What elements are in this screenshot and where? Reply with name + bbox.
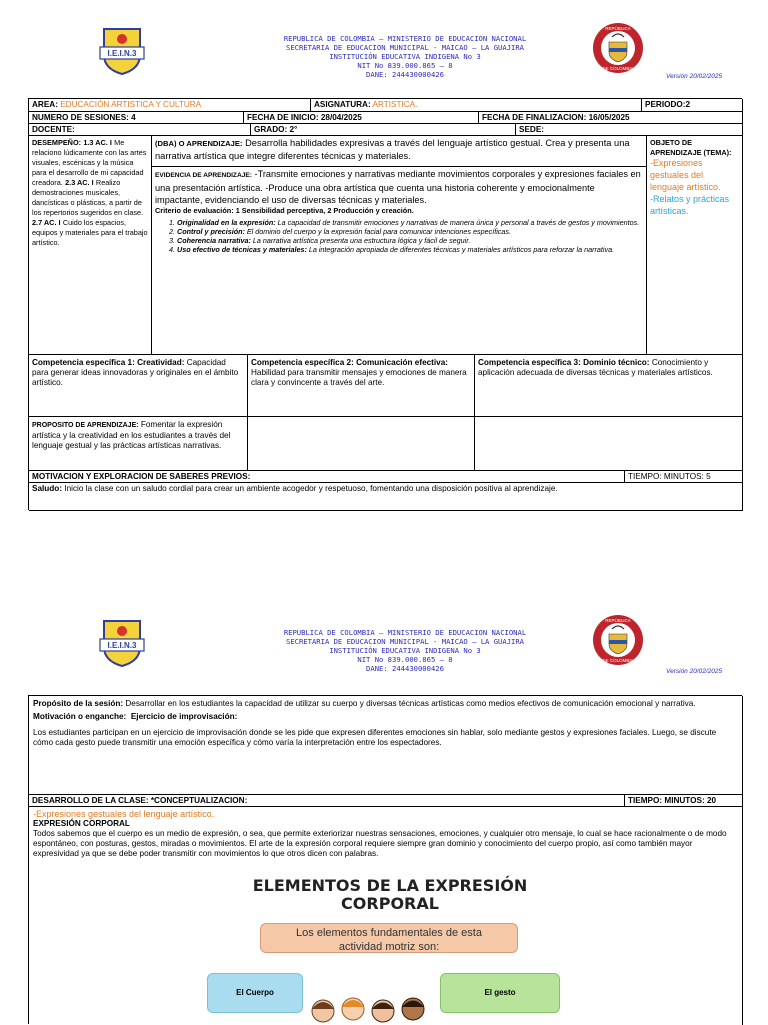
sede-cell: SEDE: [516,124,743,136]
fecha-inicio-cell: FECHA DE INICIO: 28/04/2025 [244,112,479,124]
criterio-title: Coherencia narrativa: [177,235,251,245]
school-logo-icon [96,25,148,75]
sesiones-cell: NUMERO DE SESIONES: 4 [29,112,244,124]
criterio-desc: La capacidad de transmitir emociones y narrativas de manera única y personal a través de gestos y movimientos. [277,217,640,227]
competencia-label: Competencia específica 2: Comunicación efectiva: [251,358,449,367]
infographic-title: CORPORAL [341,894,439,913]
subtitle: EXPRESIÓN CORPORAL [33,819,130,828]
competencia-text: Habilidad para transmitir mensajes y emociones de manera clara y convincente a través del arte. [251,368,467,387]
desempeno-cell [29,136,152,355]
proposito-cell [29,417,248,471]
tema-title: -Expresiones gestuales del lenguaje artístico. [33,809,215,819]
paragraph: Todos sabemos que el cuerpo es un medio de expresión, o sea, que permite exteriorizar nuestras sensaciones, emociones, y cualquier otro mensaje, lo cual se hace racionalmente o de modo espontáneo, con posturas, gestos, miradas o movimientos. El arte de la expresión corporal requiere siempre gran dominio y conocimiento del cuerpo propio, así como también mayor expresividad ya que se debe poder transmitir con movimientos lo que otros dicen con palabras. [33,829,727,858]
desempeno-code: 2.3 AC. I [65,178,94,187]
infographic-left-label: El Cuerpo [236,988,274,997]
infographic-right-label: El gesto [484,988,516,997]
desempeno-text: Me relaciono lúdicamente con las artes visuales, escénicas y la música para el desarrollo de mi capacidad creadora. [32,138,147,187]
fecha-fin-cell: FECHA DE FINALIZACION: 16/05/2025 [479,112,743,124]
lesson-plan-table [28,98,742,510]
criterio-title: Originalidad en la expresión: [177,217,276,227]
saludo-label: Saludo: [32,484,63,493]
school-logo-icon [96,617,148,667]
competencia-text: Conocimiento y aplicación adecuada de diversas técnicas y materiales artísticos. [478,358,713,377]
area-value: EDUCACIÓN ARTISTICA Y CULTURA [60,100,202,109]
list-item [177,218,643,227]
dba-text: Desarrolla habilidades expresivas a través del lenguaje artístico gestual. Crea y presenta una narrativa artística que integre diferentes técnicas y materiales. [155,138,630,161]
criterio-desc: La integración apropiada de diferentes técnicas y materiales artísticos para reforzar la narrativa. [308,244,615,254]
header-line: REPUBLICA DE COLOMBIA – MINISTERIO DE EDUCACION NACIONAL [283,34,527,43]
seal-top-text: REPÚBLICA [605,26,631,31]
criterios-list [155,218,643,254]
institution-header [200,628,610,673]
session-intro-cell [29,696,743,795]
logo-text: I.E.I.N.3 [107,49,137,58]
asignatura-value: ARTISTICA. [372,100,418,109]
tiempo-cell: TIEMPO: MINUTOS: 20 [625,795,743,807]
header-line: NIT No 839.000.865 – 8 [357,61,453,70]
desempeno-code: 2.7 AC. I [32,218,61,227]
objeto-item: -Expresiones gestuales del lenguaje artístico. [650,158,721,193]
evidencia-cell [152,167,647,355]
proposito-sesion-text: Desarrollar en los estudiantes la capacidad de utilizar su cuerpo y diversas técnicas artísticas como medios efectivos de comunicación emocional y narrativa. [125,699,696,708]
seal-top-text: REPÚBLICA [605,618,631,623]
saludo-text: Inicio la clase con un saludo cordial para crear un ambiente acogedor y respetuoso, fomentando una disposición positiva al aprendizaje. [64,484,558,493]
header-line: DANE: 244430000426 [366,70,444,79]
seal-bottom-text: DE COLOMBIA [602,658,634,663]
header-line: SECRETARIA DE EDUCACION MUNICIPAL - MAICAO – LA GUAJIRA [286,637,524,646]
objeto-label: OBJETO DE APRENDIZAJE (TEMA): [650,138,732,157]
conceptualizacion-cell [29,807,743,1025]
header-line: NIT No 839.000.865 – 8 [357,655,453,664]
asignatura-cell [311,99,642,112]
tiempo-cell: TIEMPO: MINUTOS: 5 [625,471,743,483]
criterio-title: Control y precisión: [177,226,245,236]
infographic-right-box [440,973,560,1013]
colombia-seal-icon [592,614,644,666]
version-label: Versión 20/02/2025 [666,668,723,675]
criterio-text: Criterio de evaluación: 1 Sensibilidad perceptiva, 2 Producción y creación. [155,206,414,215]
seal-bottom-text: DE COLOMBIA [602,66,634,71]
competencia-3-cell [475,355,743,417]
criterio-desc: El dominio del cuerpo y la expresión facial para comunicar intenciones específicas. [246,226,511,236]
header-line: INSTITUCIÓN EDUCATIVA INDIGENA No 3 [329,646,481,655]
page-header-2 [0,614,768,684]
docente-cell: DOCENTE: [29,124,251,136]
saludo-cell [29,483,743,511]
periodo-cell: PERIODO:2 [642,99,743,112]
empty-cell [475,417,743,471]
desempeno-text: Realizo demostraciones musicales, dancísticas o plásticas, a partir de los repertorios sugeridos en clase. [32,178,144,217]
session-table [28,695,742,1024]
desempeno-code: 1.3 AC. I [83,138,112,147]
grado-cell: GRADO: 2° [251,124,516,136]
proposito-text: Fomentar la expresión artística y la creatividad en los estudiantes a través del lenguaje gestual y las prácticas artísticas narrativas. [32,420,231,450]
objeto-item: -Relatos y prácticas artísticas. [650,194,730,217]
asignatura-label: ASIGNATURA: [314,100,371,109]
improvisacion-text: Los estudiantes participan en un ejercicio de improvisación donde se les pide que expresen diferentes emociones sin hablar, solo mediante gestos y expresiones faciales. Luego, se discute cómo cada gesto puede transmitir una emoción específica y cómo varía la interpretación entre los espectadores. [33,728,717,747]
evidencia-label: EVIDENCIA DE APRENDIZAJE: [155,172,252,179]
competencia-text: Capacidad para generar ideas innovadoras y originales en el ámbito artístico. [32,358,239,387]
area-label: AREA: [32,100,58,109]
dba-label: (DBA) O APRENDIZAJE: [155,139,243,148]
proposito-sesion-label: Propósito de la sesión: [33,699,124,708]
children-faces-icon [303,987,443,1025]
competencia-label: Competencia específica 1: Creatividad: [32,358,185,367]
proposito-label: PROPOSITO DE APRENDIZAJE: [32,422,139,429]
list-item [177,245,643,254]
header-line: SECRETARIA DE EDUCACION MUNICIPAL - MAICAO – LA GUAJIRA [286,43,524,52]
empty-cell [248,417,475,471]
version-label: Versión 20/02/2025 [666,73,723,80]
header-line: REPUBLICA DE COLOMBIA – MINISTERIO DE EDUCACION NACIONAL [283,628,527,637]
competencia-1-cell [29,355,248,417]
motivacion-label: Motivación o enganche: [33,712,127,721]
header-line: DANE: 244430000426 [366,664,444,673]
list-item [177,227,643,236]
area-cell [29,99,311,112]
institution-header [200,34,610,79]
motivacion-cell: MOTIVACION Y EXPLORACION DE SABERES PREVIOS: [29,471,625,483]
infographic [205,877,575,1025]
evidencia-text: -Transmite emociones y narrativas mediante movimientos corporales y expresiones faciales en una presentación artística. -Produce una obra artística que cuenta una historia coherente y emocionalmente impactante, evidenciando el uso de diversas técnicas y materiales. [155,169,641,205]
page-header-1 [0,22,768,92]
list-item [177,236,643,245]
desempeno-label: DESEMPEÑO: [32,138,82,147]
colombia-seal-icon [592,22,644,74]
objeto-cell [647,136,743,355]
infographic-box: Los elementos fundamentales de esta actividad motriz son: [260,923,518,953]
logo-text: I.E.I.N.3 [107,641,137,650]
infographic-title: ELEMENTOS DE LA EXPRESIÓN [252,876,528,895]
criterio-title: Uso efectivo de técnicas y materiales: [177,244,307,254]
motivacion-text: Ejercicio de improvisación: [130,712,238,721]
desarrollo-cell: DESARROLLO DE LA CLASE: *CONCEPTUALIZACION: [29,795,625,807]
infographic-left-box [207,973,303,1013]
header-line: INSTITUCIÓN EDUCATIVA INDIGENA No 3 [329,52,481,61]
desempeno-text: Cuido los espacios, equipos y materiales para el trabajo artístico. [32,218,148,247]
dba-cell [152,136,647,167]
competencia-2-cell [248,355,475,417]
competencia-label: Competencia específica 3: Dominio técnico: [478,358,650,367]
criterio-desc: La narrativa artística presenta una estructura lógica y fácil de seguir. [252,235,471,245]
